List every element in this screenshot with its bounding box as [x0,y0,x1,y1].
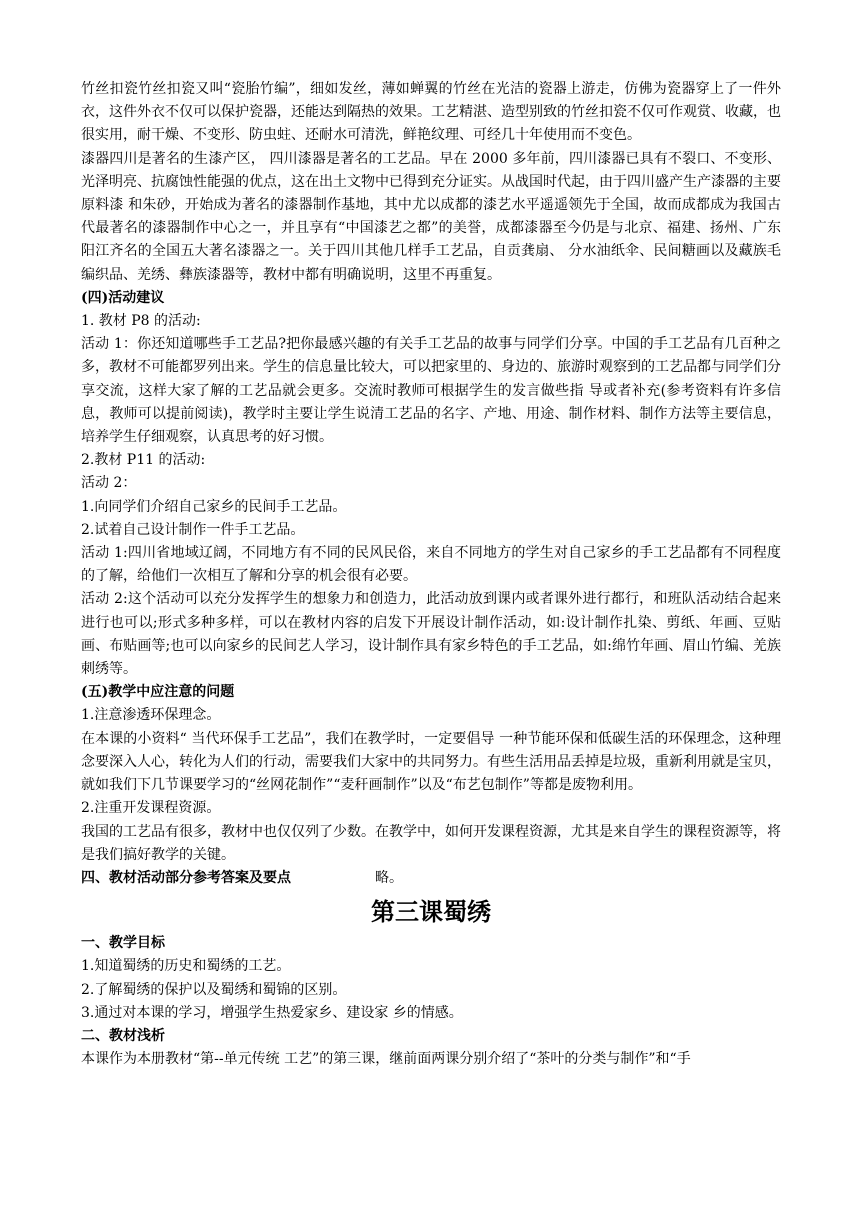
section-heading-teaching-goals: 一、教学目标 [81,935,165,952]
section-heading-reference-answers [81,867,781,890]
paragraph-eco-concept: 在本课的小资料“ 当代环保手工艺品”，我们在教学时，一定要倡导 一种节能环保和低碳生活的环保理念，这种理念要深入人心，转化为人们的行动，需要我们大家中的共同努力。有些生活用品丢掉是垃圾，重新利用就是宝贝，就如我们下几节课要学习的“丝网花制作”“麦秆画制作”以及“布艺包制作”等都是废物利用。 [81,730,781,794]
section-heading-activity-suggestions: (四)活动建议 [81,289,165,306]
paragraph-activity-p8: 1. 教材 P8 的活动: [81,313,201,330]
list-item-introduce-crafts: 1.向同学们介绍自己家乡的民间手工艺品。 [81,498,347,515]
paragraph-textbook-analysis: 本课作为本册教材“第--单元传统 工艺”的第三课，继前面两课分别介绍了“茶叶的分类与制作”和“手 [81,1051,691,1068]
section-heading-textbook-analysis: 二、教材浅析 [81,1027,165,1044]
paragraph-activity-2-label: 活动 2： [81,475,137,492]
reference-answers-label: 四、教材活动部分参考答案及要点 [81,869,291,886]
paragraph-course-resources: 我国的工艺品有很多，教材中也仅仅列了少数。在教学中，如何开发课程资源，尤其是来自学生的课程资源等，将是我们搞好教学的关键。 [81,823,781,863]
document-page [81,78,781,1071]
paragraph-bamboo-porcelain: 竹丝扣瓷竹丝扣瓷又叫“瓷胎竹编”，细如发丝，薄如蝉翼的竹丝在光洁的瓷器上游走，仿佛为瓷器穿上了一件外衣，这件外衣不仅可以保护瓷器，还能达到隔热的效果。工艺精湛、造型别致的竹丝扣瓷不仅可作观赏、收藏，也很实用，耐干燥、不变形、防虫蛀、还耐水可清洗，鲜艳纹理、可经几十年使用而不变色。 [81,81,781,144]
list-item-goal-1: 1.知道蜀绣的历史和蜀绣的工艺。 [81,958,291,975]
list-item-course-resources: 2.注重开发课程资源。 [81,800,221,817]
list-item-goal-2: 2.了解蜀绣的保护以及蜀绣和蜀锦的区别。 [81,981,347,998]
list-item-eco-concept: 1.注意渗透环保理念。 [81,707,221,724]
reference-answers-omitted: 略。 [375,869,403,886]
paragraph-lacquerware: 漆器四川是著名的生漆产区， 四川漆器是著名的工艺品。早在 2000 多年前，四川漆器已具有不裂口、不变形、光泽明亮、抗腐蚀性能强的优点，这在出土文物中已得到充分证实。从战国时代起，由于四川盛产生产漆器的主要原料漆 和朱砂，开始成为著名的漆器制作基地，其中尤以成都的漆艺水平遥遥领先于全国，故而成都成为我国古代最著名的漆器制作中心之一，并且享有“中国漆艺之都”的美誉，成都漆器至今仍是与北京、福建、扬州、广东阳江齐名的全国五大著名漆器之一。关于四川其他几样手工艺品，自贡龚扇、 分水油纸伞、民间糖画以及藏族毛编织品、羌绣、彝族漆器等，教材中都有明确说明，这里不再重复。 [81,150,781,283]
paragraph-activity-1-notes: 活动 1:四川省地域辽阔，不同地方有不同的民风民俗，来自不同地方的学生对自己家乡的手工艺品都有不同程度的了解，给他们一次相互了解和分享的机会很有必要。 [81,545,781,585]
list-item-design-craft: 2.试着自己设计制作一件手工艺品。 [81,521,305,538]
section-heading-teaching-issues: (五)教学中应注意的问题 [81,684,235,701]
paragraph-activity-1: 活动 1：你还知道哪些手工艺品?把你最感兴趣的有关手工艺品的故事与同学们分享。中国的手工艺品有几百种之多，教材不可能都罗列出来。学生的信息量比较大，可以把家里的、身边的、旅游时观察到的工艺品都与同学们分享交流，这样大家了解的工艺品就会更多。交流时教师可根据学生的发言做些指 导或者补充(参考资料有许多信息，教师可以提前阅读)，教学时主要让学生说清工艺品的名字、产地、用途、制作材料、制作方法等主要信息，培养学生仔细观察，认真思考的好习惯。 [81,336,781,446]
lesson-title: 第三课蜀绣 [371,897,491,927]
list-item-goal-3: 3.通过对本课的学习，增强学生热爱家乡、建设家 乡的情感。 [81,1004,463,1021]
paragraph-activity-2-notes: 活动 2:这个活动可以充分发挥学生的想象力和创造力，此活动放到课内或者课外进行都行，和班队活动结合起来进行也可以;形式多种多样，可以在教材内容的启发下开展设计制作活动，如:设计制作扎染、剪纸、年画、豆贴画、布贴画等;也可以向家乡的民间艺人学习，设计制作具有家乡特色的手工艺品，如:绵竹年画、眉山竹编、羌族刺绣等。 [81,591,781,678]
paragraph-activity-p11: 2.教材 P11 的活动: [81,452,206,469]
